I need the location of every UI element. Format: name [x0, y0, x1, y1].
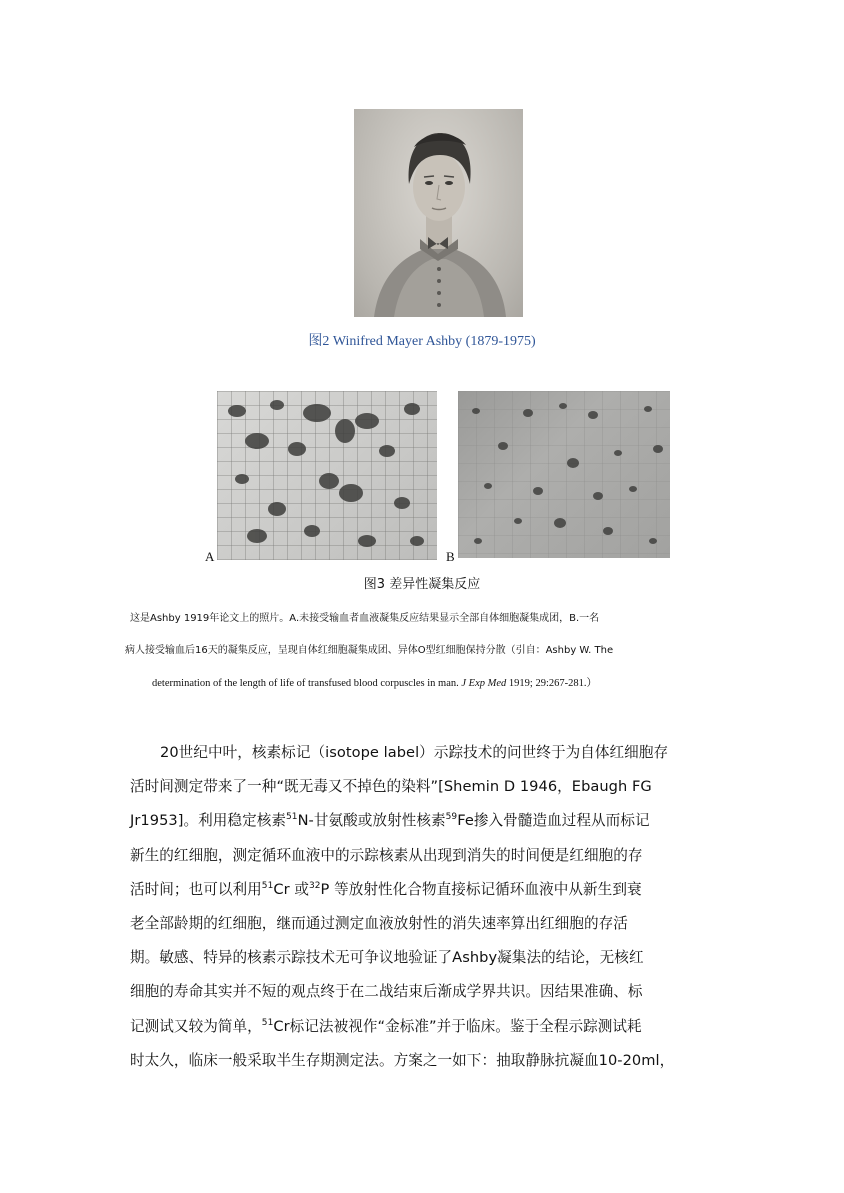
figure-2-caption: 图2 Winifred Mayer Ashby (1879-1975) — [308, 334, 536, 349]
body-text-run: Fe掺入骨髓造血过程从而标记 — [457, 812, 650, 830]
body-text-run: Cr 或 — [273, 880, 309, 898]
body-line — [130, 873, 720, 907]
body-text-run: 活时间；也可以利用 — [130, 880, 262, 898]
body-line: 细胞的寿命其实并不短的观点终于在二战结束后渐成学界共识。因结果准确、标 — [130, 983, 643, 1001]
body-text-run: Jr1953]。利用稳定核素 — [130, 812, 286, 830]
body-line — [130, 804, 720, 838]
body-line: 时太久，临床一般采取半生存期测定法。方案之一如下：抽取静脉抗凝血10-20ml， — [130, 1051, 675, 1069]
body-text-run: Cr标记法被视作“金标准”并于临床。鉴于全程示踪测试耗 — [273, 1017, 642, 1035]
isotope-superscript: 51 — [286, 812, 298, 823]
figure-3-caption: 图3 差异性凝集反应 — [363, 577, 481, 592]
portrait-photo — [354, 109, 523, 317]
micrograph-panel-a — [217, 391, 437, 560]
isotope-superscript: 51 — [261, 1017, 274, 1028]
body-line: 新生的红细胞，测定循环血液中的示踪核素从出现到消失的时间便是红细胞的存 — [130, 846, 643, 864]
figure-3-note-line-2: 病人接受输血后16天的凝集反应，呈现自体红细胞凝集成团、异体O型红细胞保持分散（引自：Ashby W. The — [125, 645, 614, 656]
isotope-superscript: 32 — [308, 880, 321, 891]
body-text-run: P 等放射性化合物直接标记循环血液中从新生到衰 — [320, 880, 642, 898]
isotope-superscript: 59 — [445, 812, 458, 823]
body-text-run: N-甘氨酸或放射性核素 — [297, 812, 446, 830]
body-line — [130, 1010, 720, 1044]
citation-journal: J Exp Med — [461, 678, 507, 689]
body-line: 活时间测定带来了一种“既无毒又不掉色的染料”[Shemin D 1946，Ebaugh FG — [130, 778, 652, 796]
panel-b-label: B — [446, 549, 455, 564]
body-line: 20世纪中叶，核素标记（isotope label）示踪技术的问世终于为自体红细胞存 — [160, 744, 669, 761]
panel-a-label: A — [205, 549, 215, 564]
citation-volume: 1919; 29:267-281.） — [506, 678, 598, 689]
isotope-superscript: 51 — [261, 880, 274, 891]
figure-3-note-line-1: 这是Ashby 1919年论文上的照片。A.未接受输血者血液凝集反应结果显示全部自体细胞凝集成团，B.一名 — [130, 613, 600, 624]
body-line: 期。敏感、特异的核素示踪技术无可争议地验证了Ashby凝集法的结论，无核红 — [130, 949, 644, 967]
body-text-run: 记测试又较为简单， — [130, 1017, 262, 1035]
citation-text: determination of the length of life of transfused blood corpuscles in man. — [152, 678, 462, 689]
micrograph-panel-b — [458, 391, 670, 558]
body-line: 老全部龄期的红细胞，继而通过测定血液放射性的消失速率算出红细胞的存活 — [130, 914, 628, 932]
body-paragraph — [130, 736, 720, 1078]
figure-3-note-line-3 — [152, 675, 752, 690]
